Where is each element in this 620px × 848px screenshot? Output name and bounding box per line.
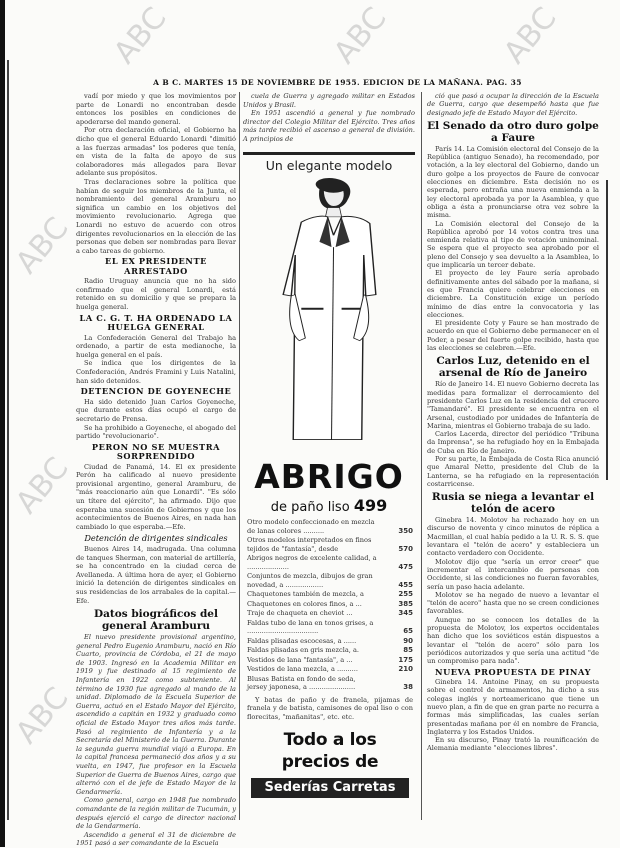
article-paragraph: Buenos Aires 14, madrugada. Una columna de tanques Sherman, con material de artillería, se ha concentrado en la ciudad cerca de Avellaneda. A última hora de ayer, el Gobierno inició la detención de dirigentes sindicales en sus residencias de los arrabales de la capital.—Efe. xyxy=(76,544,236,605)
ad-slogan: Todo a los precios de xyxy=(281,730,379,773)
ad-top-bar xyxy=(243,152,415,155)
price-item xyxy=(247,637,413,646)
article-paragraph: vadí por miedo y que los movimientos por parte de Lonardi no encontraban desde entonces los posibles en condiciones de apoderarse del mando general. xyxy=(76,92,236,126)
price-item-value: 38 xyxy=(403,683,413,691)
price-item-desc: Otros modelos interpretados en finos tejidos de "fantasía", desde xyxy=(247,536,372,553)
price-item xyxy=(247,572,413,589)
article-paragraph: Ascendido a general el 31 de diciembre de 1951 pasó a ser comandante de la Escuela xyxy=(76,830,236,848)
article-headline: LA C. G. T. HA ORDENADO LA HUELGA GENERAL xyxy=(79,312,233,333)
article-headline: Detención de dirigentes sindicales xyxy=(84,533,228,544)
column-left xyxy=(76,92,236,848)
price-item-desc: Blusas Batista en fondo de seda, jersey japonesa, a ...................... xyxy=(247,674,356,691)
price-item-value: 175 xyxy=(398,655,413,664)
article-paragraph: Ciudad de Panamá, 14. El ex presidente Perón ha calificado al nuevo presidente provisional argentino, general Aramburu, de "más reaccionario aún que Lonardi". "Es sólo un títere del ejército", ha afirmado. Dijo que esperaba una sucesión de Gobiernos y que los acontecimientos de Buenos Aires, en nada han cambiado lo que esperaba.—Efe. xyxy=(76,462,236,531)
price-item-value: 90 xyxy=(403,636,413,645)
watermark: ABC xyxy=(327,0,394,71)
price-item-value: 570 xyxy=(398,544,413,553)
article-paragraph: cuela de Guerra y agregado militar en Estados Unidos y Brasil. xyxy=(243,92,415,109)
article-paragraph: Ha sido detenido Juan Carlos Goyeneche, que durante estos días ocupó el cargo de secretario de Prensa. xyxy=(76,397,236,423)
price-item-desc: Conjuntos de mezcla, dibujos de gran novedad, a .................. xyxy=(247,572,373,589)
advertisement xyxy=(243,152,415,820)
watermark: ABC xyxy=(9,450,76,521)
article-headline: Rusia se niega a levantar el telón de acero xyxy=(431,491,595,516)
article-paragraph: Por otra declaración oficial, el Gobierno ha dicho que el general Eduardo Lonardi "dimitió a las fuerzas armadas" los poderes que tenía, en vista de la falta de apoyo de sus colaboradores más allegados para llevar adelante sus propósitos. xyxy=(76,126,236,178)
ad-body xyxy=(247,518,413,798)
price-item-value: 255 xyxy=(398,590,413,598)
price-item-value: 65 xyxy=(403,627,413,635)
article-paragraph: Aunque no se conocen los detalles de la propuesta de Molotov, los expertos occidentales han dicho que los soviéticos están dispuestos a levantar el "telón de acero" sólo para los periódicos autorizados y que sería una actitud "de un compromiso para nada". xyxy=(427,615,599,666)
price-item-desc: Abrigos negros de excelente calidad, a .................... xyxy=(247,554,377,571)
price-item xyxy=(247,665,413,674)
article-paragraph: Ginebra 14. Antoine Pinay, en su propuesta sobre el control de armamentos, ha dicho a sus colegas inglés y norteamericano que tiene un nuevo plan, a fin de que en gran parte no recurra a formas más simplificadas, las cuales serían presentadas mañana por él en nombre de Francia, Inglaterra y los Estados Unidos. xyxy=(427,678,599,736)
watermark: ABC xyxy=(9,680,76,751)
article-headline: EL EX PRESIDENTE ARRESTADO xyxy=(105,256,207,276)
price-item xyxy=(247,646,413,655)
watermark: ABC xyxy=(9,210,76,281)
article-paragraph: Molotov dijo que "sería un error creer" que incrementar el intercambio de personas con Occidente, si las condiciones no fueran favorables, sería un paso hacia adelante. xyxy=(427,557,599,591)
price-item-desc: Otro modelo confeccionado en mezcla de lanas colores .......... xyxy=(247,518,375,535)
article-paragraph: Carlos Lacerda, director del periódico "Tribuna da Imprensa", se ha refugiado hoy en la Embajada de Cuba en Río de Janeiro. xyxy=(427,430,599,455)
article-paragraph: Radio Uruguay anuncia que no ha sido confirmado que el general Lonardi, está retenido en su domicilio y que se prepara la huelga general. xyxy=(76,277,236,312)
article-headline: El Senado da otro duro golpe a Faure xyxy=(427,119,599,144)
column-rule xyxy=(239,92,240,820)
price-item-value: 385 xyxy=(398,599,413,608)
price-item-value: 455 xyxy=(398,580,413,589)
price-item-desc: Traje de chaqueta en cheviot ... xyxy=(247,609,353,617)
article-paragraph: Como general, cargo en 1948 fue nombrado comandante de la región militar de Tucumán, y después ejerció el cargo de director nacional de la Gendarmería. xyxy=(76,796,236,831)
masthead: A B C. MARTES 15 DE NOVIEMBRE DE 1955. EDICION DE LA MAÑANA. PAG. 35 xyxy=(153,78,522,87)
price-item-value: 85 xyxy=(403,646,413,654)
page-edge xyxy=(0,0,5,847)
article-paragraph: El presidente Coty y Faure se han mostrado de acuerdo en que el Gobierno debe permanecer en el Poder, a pesar del fuerte golpe recibido, hasta que las elecciones se celebren.—Efe. xyxy=(427,319,600,353)
price-item-value: 210 xyxy=(398,665,413,673)
price-item xyxy=(247,600,413,609)
price-item-desc: Faldas plisadas escocesas, a ...... xyxy=(247,636,357,645)
article-headline: Carlos Luz, detenido en el arsenal de Río de Janeiro xyxy=(436,355,590,380)
price-item xyxy=(247,536,413,553)
ad-subline-text: de paño liso xyxy=(270,500,350,515)
ad-main-price: 499 xyxy=(353,496,388,515)
watermark: ABC xyxy=(107,0,174,71)
price-item xyxy=(247,619,413,636)
price-item-desc: Faldas tubo de lana en tonos grises, a .................................. xyxy=(247,618,374,635)
page-edge-right xyxy=(606,180,608,480)
article-paragraph: Se ha prohibido a Goyeneche, el abogado del partido "revolucionario". xyxy=(76,423,236,441)
price-item-desc: Chaquetones también de mezcla, a xyxy=(247,590,364,598)
article-paragraph: ció que pasó a ocupar la dirección de la Escuela de Guerra, cargo que desempeñó hasta que fue designado jefe de Estado Mayor del Ejército. xyxy=(427,92,599,117)
price-item xyxy=(247,518,413,535)
price-item-value: 350 xyxy=(398,526,413,535)
price-item-desc: Faldas plisadas en gris mezcla, a. xyxy=(247,646,359,654)
column-right xyxy=(427,92,599,753)
article-paragraph: La Confederación General del Trabajo ha ordenado, a partir de esta medianoche, la huelga general en el país. xyxy=(76,333,236,359)
price-list xyxy=(247,518,413,692)
ad-subline xyxy=(243,496,415,517)
article-paragraph: Río de Janeiro 14. El nuevo Gobierno decreta las medidas para formalizar el derrocamiento del presidente Carlos Luz en la residencia del crucero "Tamandaré". El presidente se encuentra en el Arsenal, custodiado por unidades de Infantería de Marina, mientras el Gobierno trabaja de su lado. xyxy=(427,380,599,430)
column-rule xyxy=(421,92,422,820)
price-item xyxy=(247,590,413,599)
article-headline: Datos biográficos del general Aramburu xyxy=(94,608,218,633)
price-item-value: 345 xyxy=(398,609,413,617)
article-paragraph: Tras declaraciones sobre la política que habían de seguir los miembros de la Junta, el nombramiento del general Aramburu no significa un cambio en los objetivos del movimiento revolucionario. Agrega que Lonardi no estuvo de acuerdo con otros dirigentes revolucionarios en la elección de las personas que deben ser nombradas para llevar a cabo tareas de gobierno. xyxy=(76,177,236,255)
article-paragraph: Por su parte, la Embajada de Costa Rica anunció que Amaral Netto, presidente del Club de la Lanterna, se ha refugiado en la representación costarricense. xyxy=(427,454,599,488)
watermark: ABC xyxy=(497,0,564,71)
price-item xyxy=(247,656,413,665)
article-headline: PERON NO SE MUESTRA SORPRENDIDO xyxy=(91,441,221,462)
ad-headline: ABRIGO xyxy=(254,457,404,496)
price-item xyxy=(247,675,413,692)
price-item xyxy=(247,554,413,571)
price-item-desc: Vestidos de lana "fantasía", a ... xyxy=(247,655,353,664)
article-headline: NUEVA PROPUESTA DE PINAY xyxy=(434,666,592,677)
article-paragraph: Ginebra 14. Molotov ha rechazado hoy en un discurso de noventa y cinco minutos de réplica a Macmillan, el cual había pedido a la U. R. S. S. que levantara el "telón de acero" y estableciera un contacto verdadero con Occidente. xyxy=(427,516,599,558)
article-paragraph: Molotov se ha negado de nuevo a levantar el "telón de acero" hasta que no se creen condiciones favorables. xyxy=(427,590,599,616)
article-paragraph: La Comisión electoral del Consejo de la República aprobó por 14 votos contra tres una enmienda relativa al tipo de votación uninominal. Se espera que el proyecto sea aprobado por el pleno del Consejo y sea devuelto a la Asamblea, lo que implicaría un tercer debate. xyxy=(427,219,599,270)
ad-title: Un elegante modelo xyxy=(265,158,393,173)
article-paragraph: En 1951 ascendió a general y fue nombrado director del Colegio Militar del Ejército. Tres años más tarde recibió el ascenso a general de división. A principios de xyxy=(243,109,415,143)
article-paragraph: El proyecto de ley Faure sería aprobado definitivamente antes del sábado por la mañana, si es que Francia quiere celebrar elecciones en diciembre. La Constitución exige un período mínimo de días entre la convocatoria y las elecciones. xyxy=(427,269,599,319)
column-middle xyxy=(243,92,415,144)
article-paragraph: En su discurso, Pinay trató la reunificación de Alemania mediante "elecciones libres". xyxy=(427,736,599,753)
price-item-desc: Chaquetones en colores finos, a ... xyxy=(247,599,362,608)
price-item-value: 475 xyxy=(398,562,413,571)
article-paragraph: El nuevo presidente provisional argentino, general Pedro Eugenio Aramburu, nació en Río Cuarto, provincia de Córdoba, el 21 de mayo de 1903. Ingresó en la Academia Militar en 1919 y fue destinado al 15 regimiento de Infantería en 1922 como subteniente. Al término de 1930 fue agregado al mando de la unidad. Diplomado de la Escuela Superior de Guerra, actuó en el Estado Mayor del Ejército, ascendido a capitán en 1932 y graduado como oficial de Estado Mayor tres años más tarde. Pasó al regimiento de Infantería y a la Secretaría del Ministerio de la Guerra. Durante la segunda guerra mundial viajó a Europa. En la capital francesa permaneció dos años y a su vuelta, en 1947, fue profesor en la Escuela Superior de Guerra de Buenos Aires, cargo que alternó con el de jefe de Estado Mayor de la Gendarmería. xyxy=(76,633,236,796)
price-item xyxy=(247,609,413,618)
page-edge-line xyxy=(7,60,9,820)
article-paragraph: París 14. La Comisión electoral del Consejo de la República (antiguo Senado), ha recomendado, por votación, a la ley electoral del Gobierno, dando un duro golpe a los proyectos de Faure de convocar elecciones en diciembre. Esta decisión no es esperada, pero entraña una nueva enmienda a la ley electoral aprobada ya por la Asamblea, y que obliga a ésta a pronunciarse otra vez sobre la misma. xyxy=(427,144,599,220)
price-item-desc: Vestidos de lana mezcla, a .......... xyxy=(247,665,358,673)
ad-note: Y batas de paño y de franela, pijamas de franela y de batista, camisones de opal liso o con florecitas, "mañanitas", etc. etc. xyxy=(247,695,413,721)
coat-illustration xyxy=(261,176,397,456)
article-paragraph: Se indica que los dirigentes de la Confederación, Andrés Framini y Luis Natalini, han sido detenidos. xyxy=(76,359,236,385)
ad-brand-logo: Sederías Carretas xyxy=(251,778,409,798)
article-headline: DETENCION DE GOYENECHE xyxy=(80,386,232,397)
